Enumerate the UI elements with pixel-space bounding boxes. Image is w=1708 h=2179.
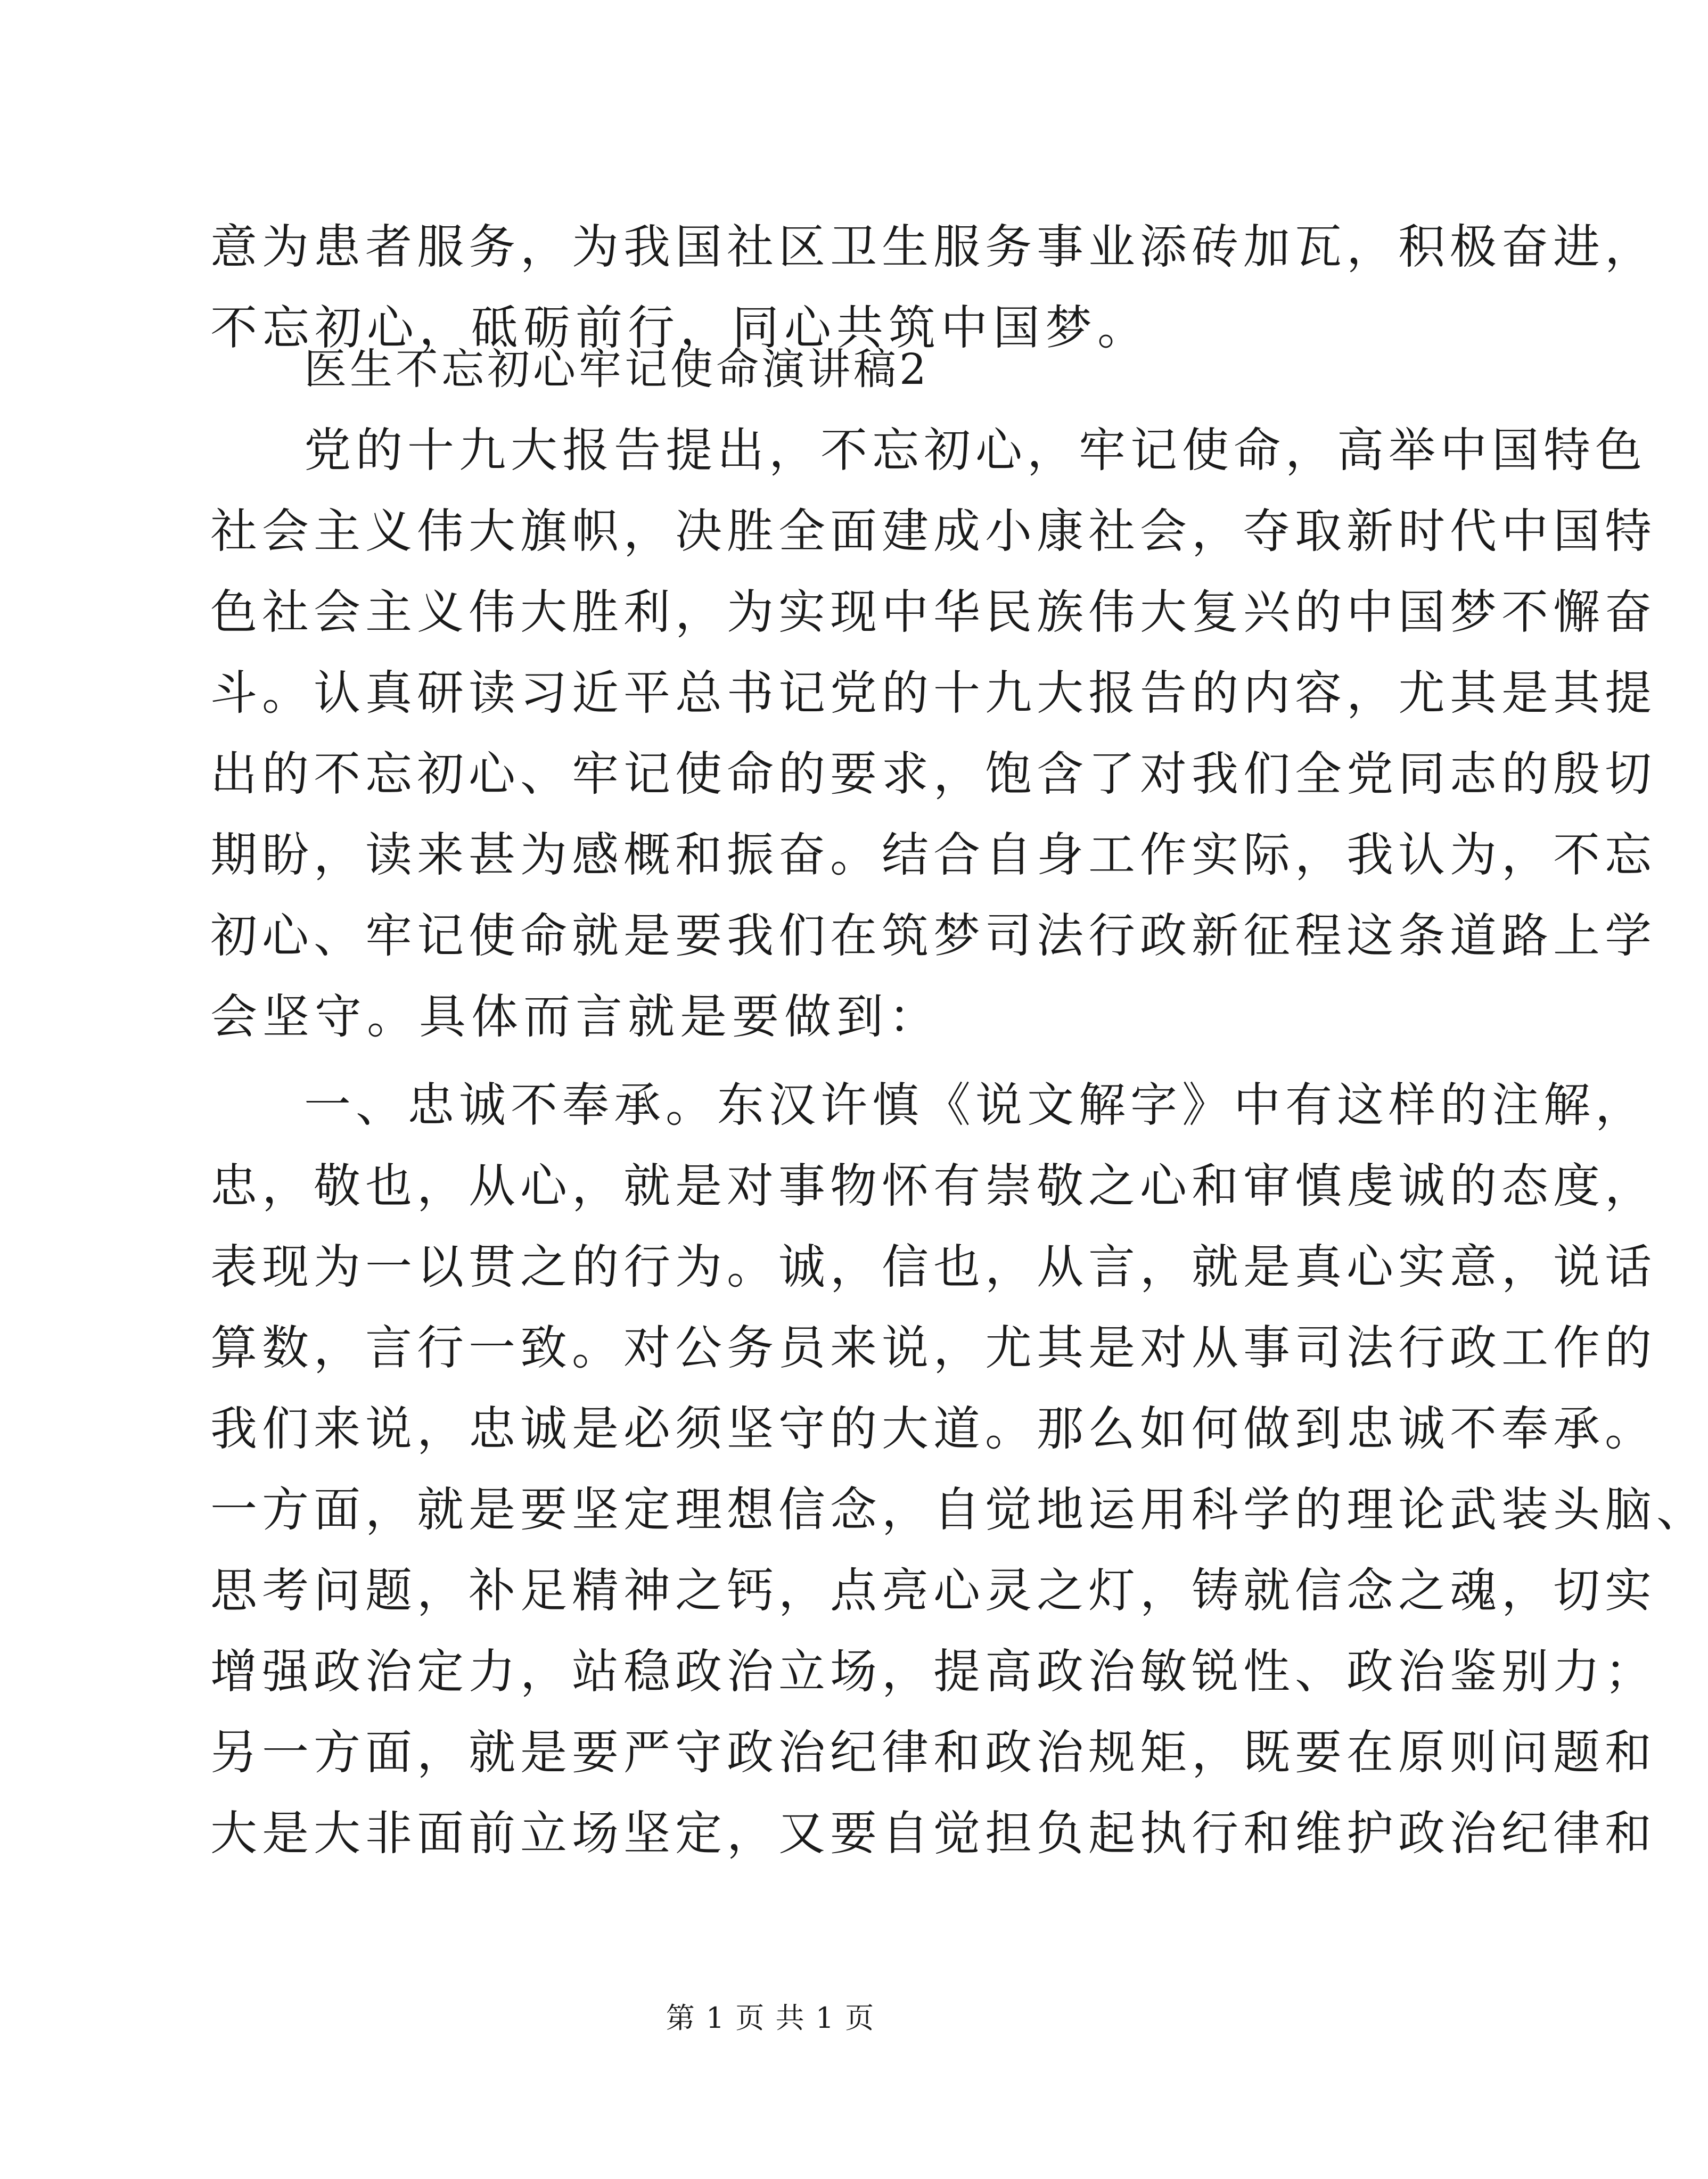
section-title: 医生不忘初心牢记使命演讲稿2 <box>304 344 930 394</box>
text-line: 初心、牢记使命就是要我们在筑梦司法行政新征程这条道路上学 <box>210 908 1657 963</box>
paragraph-1 <box>210 410 1657 1057</box>
text-line: 会坚守。具体而言就是要做到： <box>210 989 941 1044</box>
text-line: 色社会主义伟大胜利，为实现中华民族伟大复兴的中国梦不懈奋 <box>210 585 1657 639</box>
text-line: 出的不忘初心、牢记使命的要求，饱含了对我们全党同志的殷切 <box>210 746 1657 801</box>
text-line: 另一方面，就是要严守政治纪律和政治规矩，既要在原则问题和 <box>210 1725 1657 1780</box>
text-line: 一方面，就是要坚定理想信念，自觉地运用科学的理论武装头脑、 <box>210 1482 1708 1537</box>
text-line: 表现为一以贯之的行为。诚，信也，从言，就是真心实意，说话 <box>210 1239 1657 1294</box>
text-line: 一、忠诚不奉承。东汉许慎《说文解字》中有这样的注解， <box>304 1078 1647 1132</box>
text-line: 算数，言行一致。对公务员来说，尤其是对从事司法行政工作的 <box>210 1320 1657 1375</box>
text-line: 社会主义伟大旗帜，决胜全面建成小康社会，夺取新时代中国特 <box>210 504 1657 558</box>
paragraph-2 <box>210 1065 1708 1874</box>
text-line: 大是大非面前立场坚定，又要自觉担负起执行和维护政治纪律和 <box>210 1806 1657 1861</box>
text-line: 增强政治定力，站稳政治立场，提高政治敏锐性、政治鉴别力； <box>210 1644 1657 1699</box>
text-line: 期盼，读来甚为感概和振奋。结合自身工作实际，我认为，不忘 <box>210 827 1657 882</box>
text-line: 不忘初心，砥砺前行，同心共筑中国梦。 <box>210 300 1150 355</box>
text-line: 思考问题，补足精神之钙，点亮心灵之灯，铸就信念之魂，切实 <box>210 1563 1657 1618</box>
text-line: 我们来说，忠诚是必须坚守的大道。那么如何做到忠诚不奉承。 <box>210 1401 1657 1456</box>
text-line: 忠，敬也，从心，就是对事物怀有崇敬之心和审慎虔诚的态度， <box>210 1158 1657 1213</box>
text-line: 斗。认真研读习近平总书记党的十九大报告的内容，尤其是其提 <box>210 665 1657 720</box>
page-footer: 第 1 页 共 1 页 <box>666 2001 875 2035</box>
text-line: 意为患者服务，为我国社区卫生服务事业添砖加瓦，积极奋进， <box>210 219 1657 274</box>
text-line: 党的十九大报告提出，不忘初心，牢记使命，高举中国特色 <box>304 423 1647 478</box>
